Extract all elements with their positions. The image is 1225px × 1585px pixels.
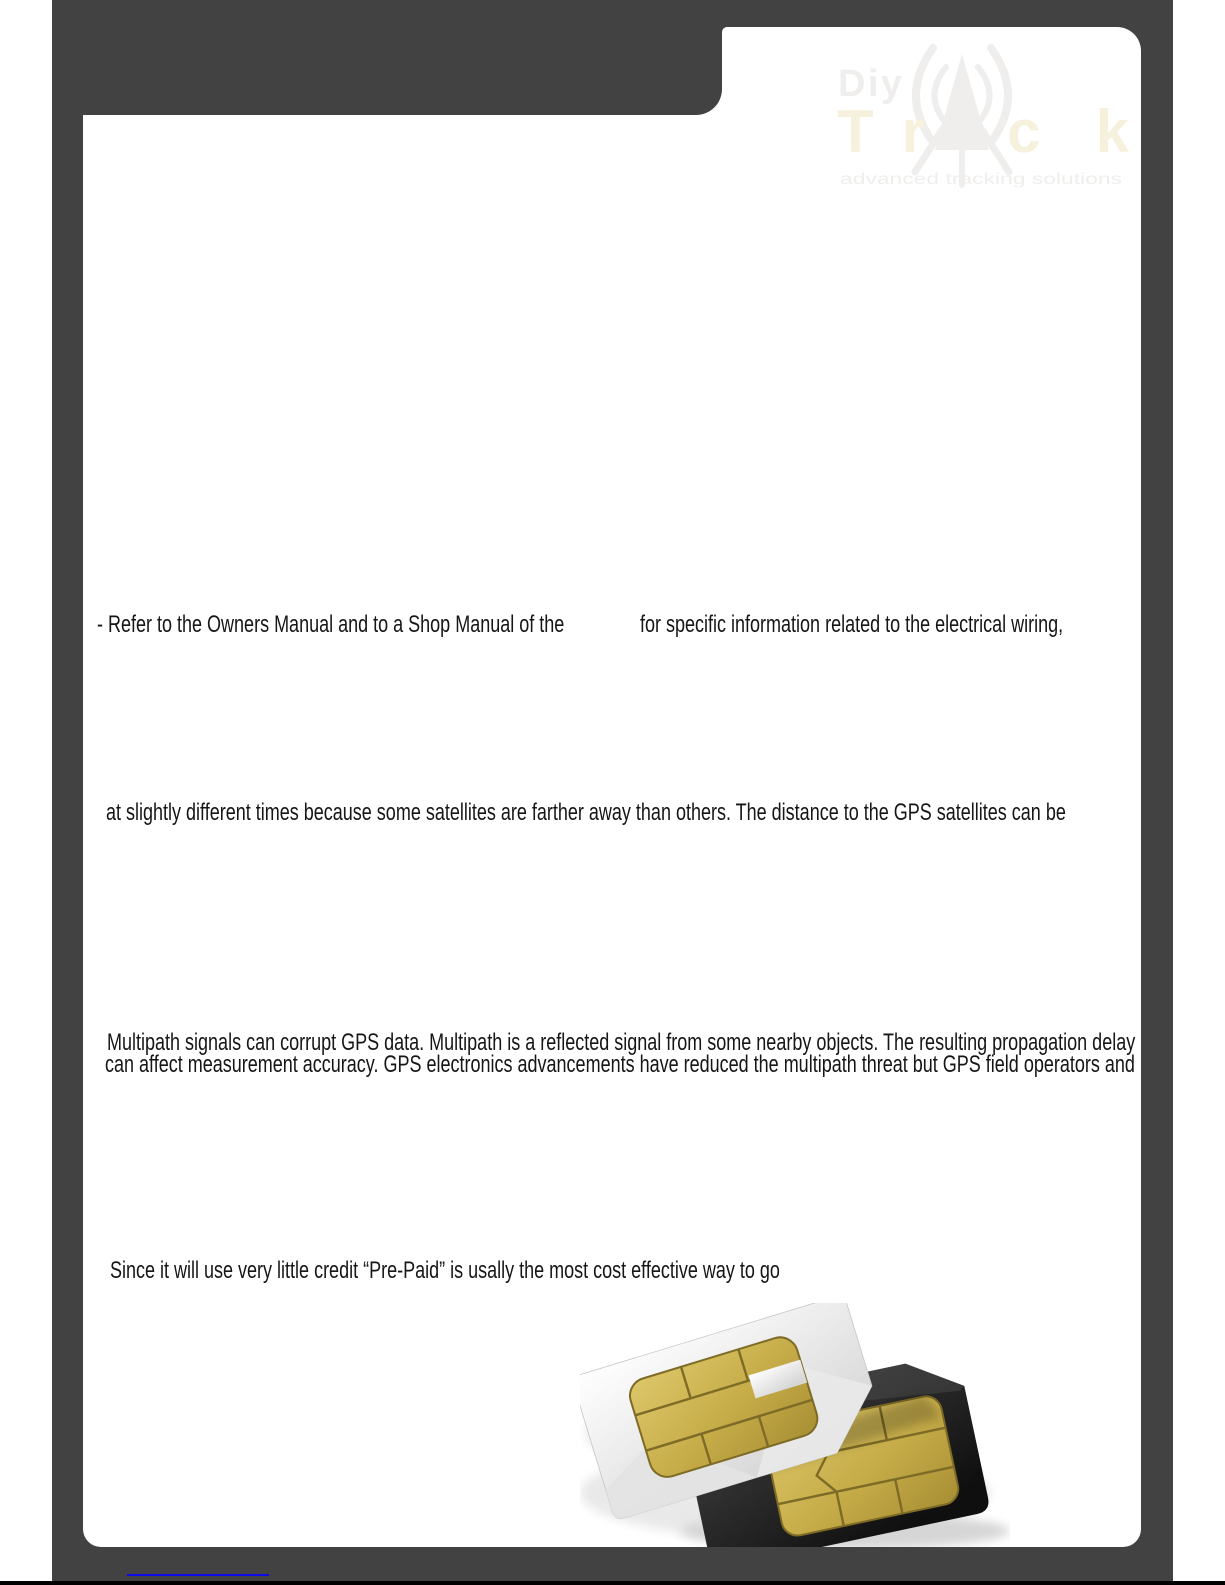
gps-distance-line: at slightly different times because some satellites are farther away than others. The distance to the GPS satellites can be	[106, 799, 1066, 826]
watermark-brand-ck: ck	[1007, 98, 1129, 165]
sim-cards-image	[580, 1303, 1010, 1547]
wiring-note-line-cont	[640, 613, 1204, 637]
watermark-brand-tr: Tr	[837, 98, 925, 165]
prepaid-line: Since it will use very little credit “Pre-Paid” is usally the most cost effective way to go	[110, 1257, 780, 1284]
wiring-note-part1: - Refer to the Owners Manual and to a Shop Manual of the	[97, 611, 565, 638]
footer-link-underline[interactable]	[127, 1574, 269, 1576]
diytrack-logo-watermark	[815, 38, 1145, 190]
wiring-note-part2: for specific information related to the electrical wiring,	[640, 611, 1064, 638]
radio-tower-icon	[915, 48, 1009, 185]
multipath-paragraph-line2: can affect measurement accuracy. GPS electronics advancements have reduced the multipath threat but GPS field operators and	[105, 1051, 1135, 1078]
frame-corner-fillet	[694, 87, 722, 115]
multipath-paragraph-line1: Multipath signals can corrupt GPS data. Multipath is a reflected signal from some nearby objects. The resulting propagation delay	[107, 1029, 1136, 1056]
wiring-note-line	[97, 613, 720, 637]
bottom-edge-rule	[0, 1581, 1225, 1585]
watermark-tagline: advanced tracking solutions	[840, 171, 1123, 188]
watermark-brand-diy: Diy	[838, 63, 902, 105]
